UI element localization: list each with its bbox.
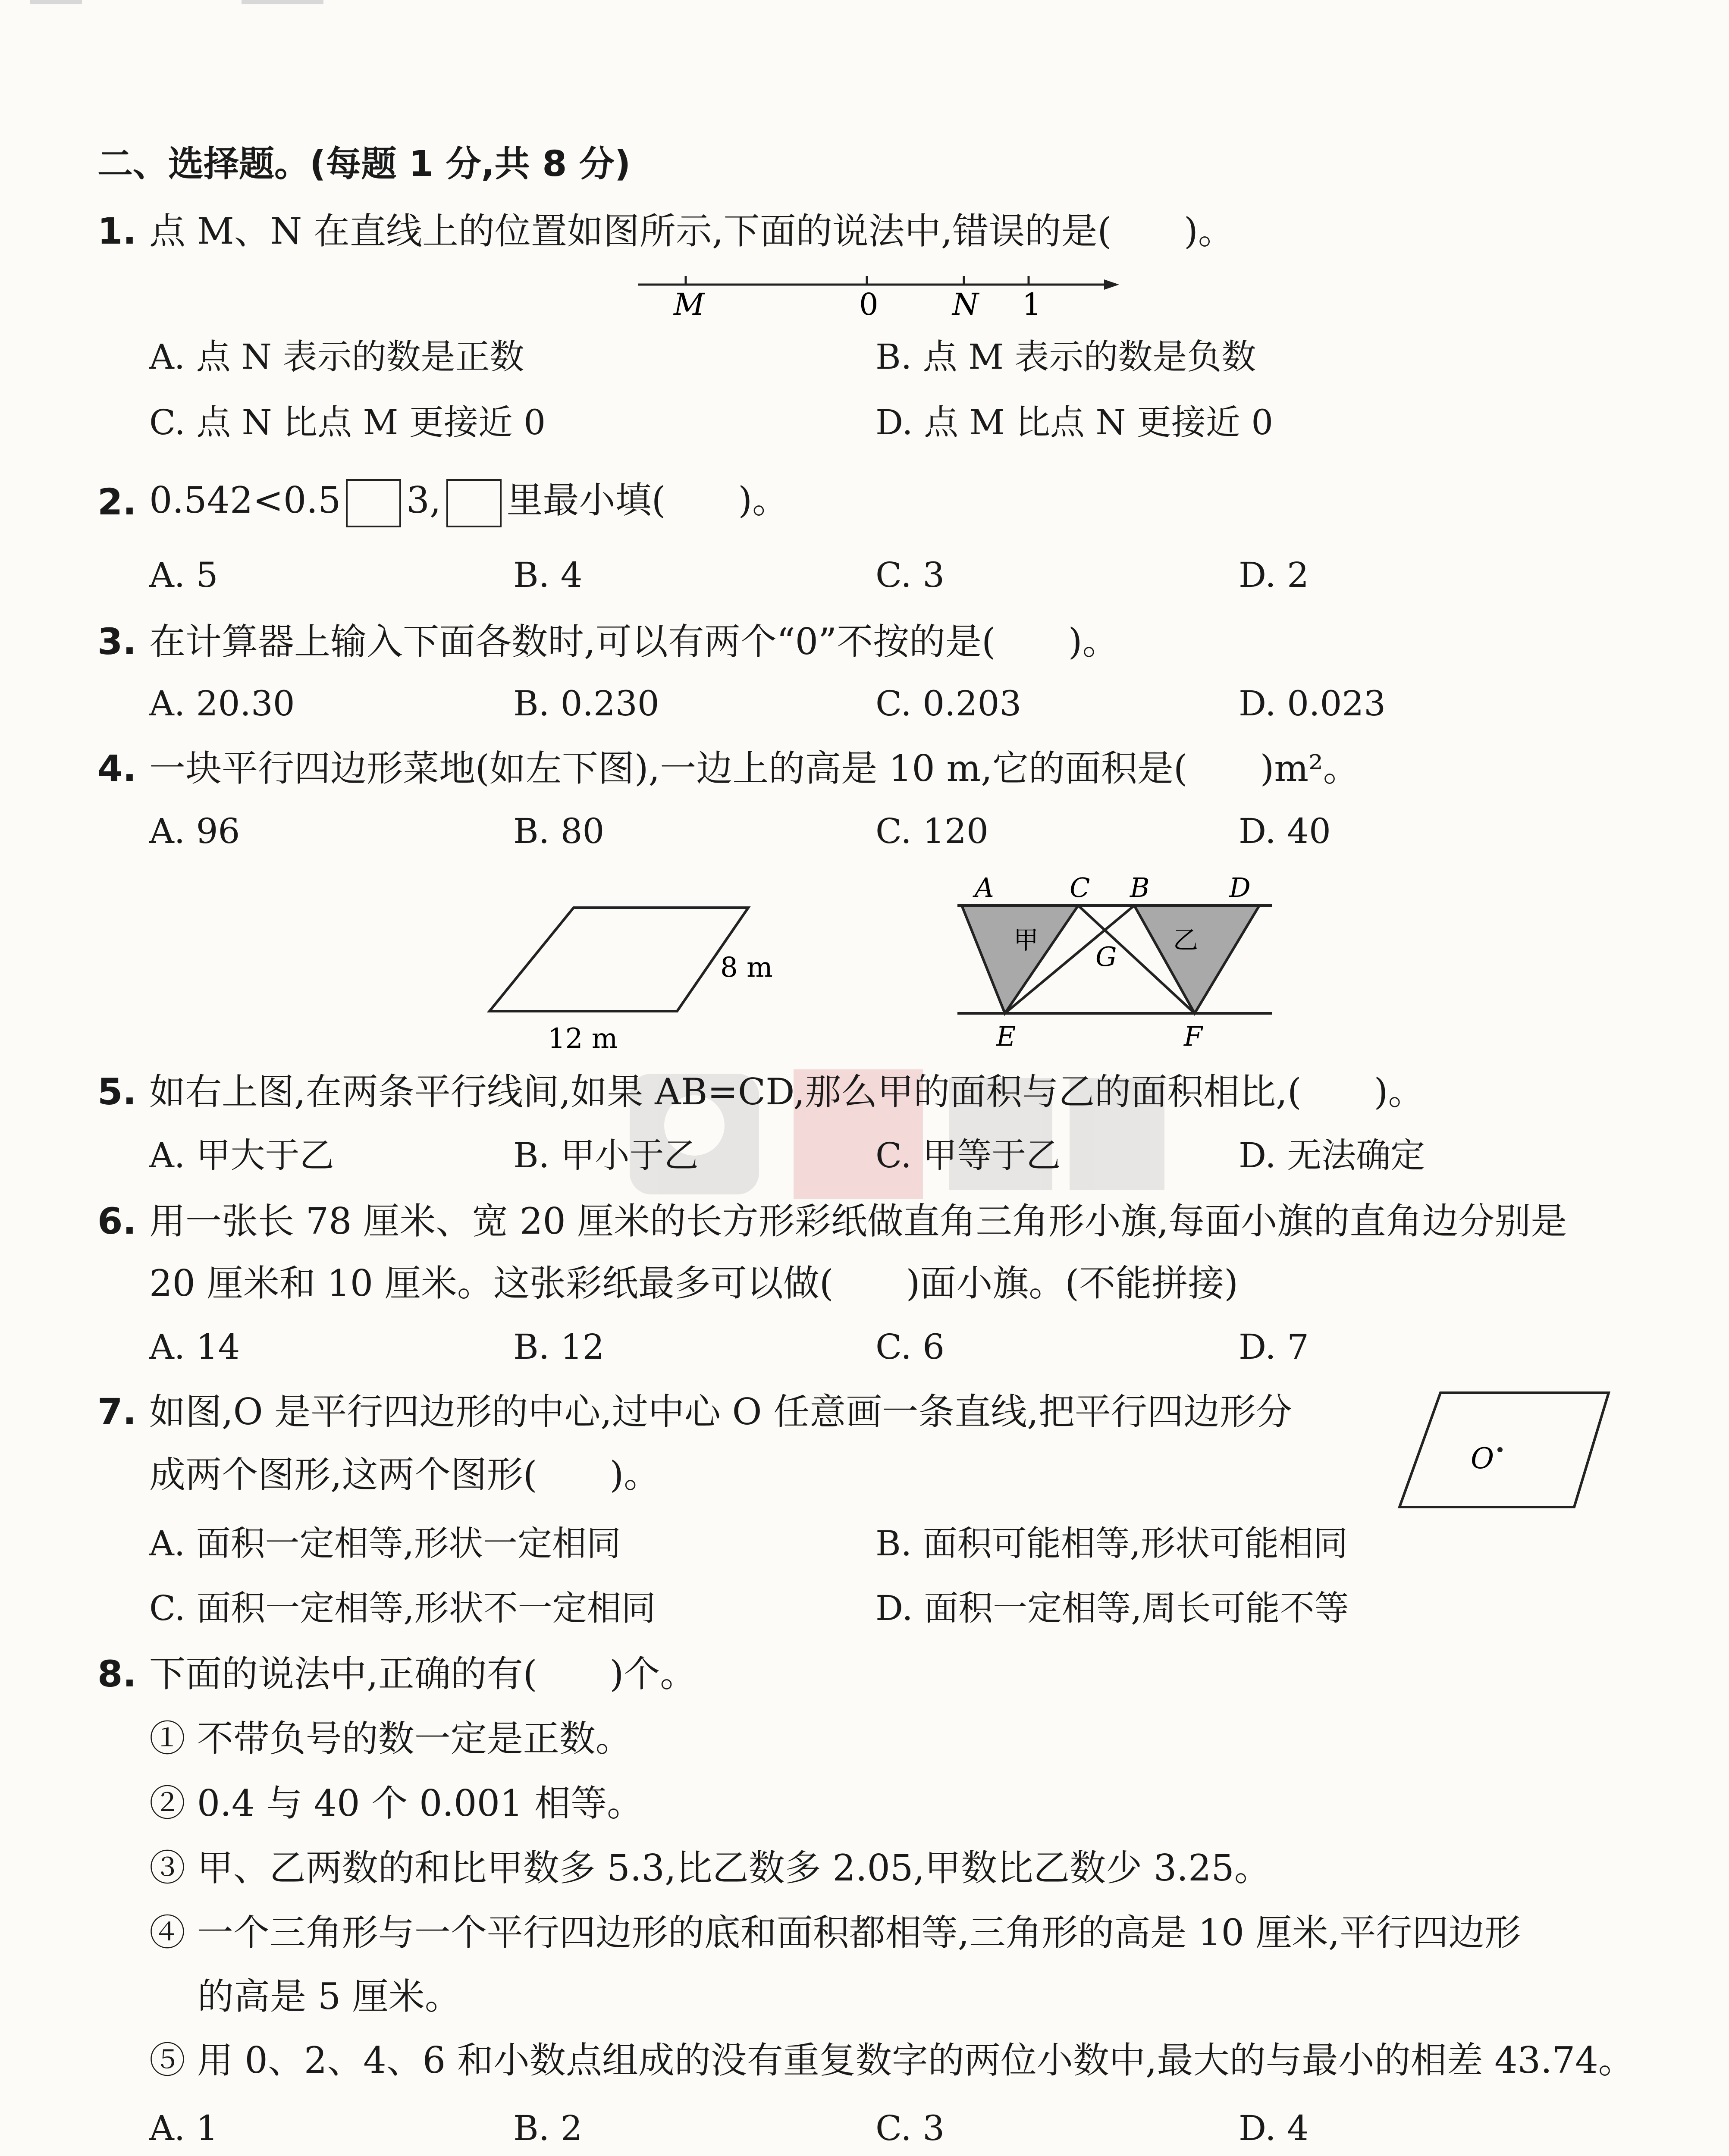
- question-text: 如右上图,在两条平行线间,如果 AB=CD,那么甲的面积与乙的面积相比,( )。: [149, 1071, 1425, 1113]
- question-number: 8.: [97, 1653, 137, 1695]
- question-text: 用一张长 78 厘米、宽 20 厘米的长方形彩纸做直角三角形小旗,每面小旗的直角边分别是: [149, 1200, 1567, 1242]
- region-yi: 乙: [1173, 925, 1199, 955]
- point-c: C: [1070, 872, 1090, 903]
- center-label: O: [1471, 1442, 1494, 1475]
- option-b: B. 12: [513, 1327, 605, 1367]
- option-a: A. 甲大于乙: [149, 1135, 334, 1175]
- statement-3: ③ 甲、乙两数的和比甲数多 5.3,比乙数多 2.05,甲数比乙数少 3.25。: [149, 1847, 1271, 1889]
- parallelogram-figure: [483, 901, 785, 1056]
- option-b: B. 面积可能相等,形状可能相同: [875, 1523, 1348, 1564]
- point-f: F: [1184, 1021, 1203, 1052]
- expression-part: 3,: [406, 479, 441, 521]
- top-edge-mark: [30, 0, 82, 4]
- statement-2: ② 0.4 与 40 个 0.001 相等。: [149, 1782, 643, 1824]
- option-a: A. 14: [149, 1327, 240, 1367]
- option-d: D. 0.023: [1239, 683, 1386, 724]
- question-text: 在计算器上输入下面各数时,可以有两个“0”不按的是( )。: [149, 620, 1119, 663]
- option-c: C. 3: [875, 2108, 945, 2148]
- statement-4-continued: 的高是 5 厘米。: [198, 1975, 461, 2018]
- option-c: C. 0.203: [875, 683, 1022, 724]
- point-a: A: [975, 872, 994, 903]
- option-d: D. 40: [1239, 811, 1331, 851]
- number-line-figure: [638, 263, 1121, 323]
- label-m: M: [674, 287, 705, 322]
- option-c: C. 点 N 比点 M 更接近 0: [149, 402, 546, 442]
- option-d: D. 无法确定: [1239, 1135, 1425, 1175]
- option-d: D. 7: [1239, 1327, 1309, 1367]
- side-label: 8 m: [720, 952, 773, 984]
- label-one: 1: [1022, 287, 1042, 322]
- question-text: 成两个图形,这两个图形( )。: [149, 1454, 660, 1496]
- statement-4: ④ 一个三角形与一个平行四边形的底和面积都相等,三角形的高是 10 厘米,平行四边形: [149, 1912, 1521, 1954]
- option-b: B. 点 M 表示的数是负数: [875, 337, 1256, 377]
- point-e: E: [996, 1021, 1016, 1052]
- triangles-figure: [953, 867, 1281, 1056]
- option-c: C. 面积一定相等,形状不一定相同: [149, 1588, 656, 1628]
- question-text: 点 M、N 在直线上的位置如图所示,下面的说法中,错误的是( )。: [149, 210, 1234, 252]
- question-text: 20 厘米和 10 厘米。这张彩纸最多可以做( )面小旗。(不能拼接): [149, 1262, 1238, 1304]
- question-text: 如图,O 是平行四边形的中心,过中心 O 任意画一条直线,把平行四边形分: [149, 1391, 1292, 1433]
- option-c: C. 甲等于乙: [875, 1135, 1061, 1175]
- option-b: B. 80: [513, 811, 605, 851]
- option-b: B. 2: [513, 2108, 583, 2148]
- question-text: [149, 474, 788, 527]
- option-a: A. 点 N 表示的数是正数: [149, 337, 524, 377]
- question-number: 4.: [97, 747, 137, 790]
- question-number: 7.: [97, 1391, 137, 1433]
- question-number: 5.: [97, 1071, 137, 1113]
- label-n: N: [952, 287, 979, 322]
- question-text: 一块平行四边形菜地(如左下图),一边上的高是 10 m,它的面积是( )m²。: [149, 747, 1359, 790]
- expression-part: 0.542<0.5: [149, 479, 341, 521]
- center-parallelogram-figure: [1393, 1388, 1617, 1518]
- point-d: D: [1229, 872, 1251, 903]
- top-edge-mark: [242, 0, 323, 4]
- base-label: 12 m: [548, 1023, 618, 1055]
- blank-box: [346, 479, 401, 527]
- statement-5: ⑤ 用 0、2、4、6 和小数点组成的没有重复数字的两位小数中,最大的与最小的相差 43.74。: [149, 2039, 1635, 2081]
- label-zero: 0: [859, 287, 879, 322]
- option-b: B. 4: [513, 555, 583, 595]
- statement-1: ① 不带负号的数一定是正数。: [149, 1717, 632, 1760]
- question-number: 2.: [97, 481, 137, 523]
- section-title: 二、选择题。(每题 1 分,共 8 分): [97, 144, 631, 185]
- option-c: C. 120: [875, 811, 988, 851]
- option-d: D. 4: [1239, 2108, 1309, 2148]
- option-c: C. 6: [875, 1327, 945, 1367]
- question-number: 6.: [97, 1200, 137, 1242]
- expression-part: 里最小填( )。: [506, 479, 789, 521]
- option-a: A. 面积一定相等,形状一定相同: [149, 1523, 621, 1564]
- option-d: D. 点 M 比点 N 更接近 0: [875, 402, 1274, 442]
- point-g: G: [1095, 941, 1117, 972]
- question-text: 下面的说法中,正确的有( )个。: [149, 1653, 697, 1695]
- option-b: B. 甲小于乙: [513, 1135, 699, 1175]
- question-number: 3.: [97, 620, 137, 663]
- blank-box: [446, 479, 502, 527]
- option-d: D. 面积一定相等,周长可能不等: [875, 1588, 1349, 1628]
- option-c: C. 3: [875, 555, 945, 595]
- option-a: A. 5: [149, 555, 218, 595]
- point-b: B: [1130, 872, 1150, 903]
- option-b: B. 0.230: [513, 683, 659, 724]
- option-a: A. 20.30: [149, 683, 295, 724]
- option-d: D. 2: [1239, 555, 1309, 595]
- region-jia: 甲: [1014, 925, 1039, 955]
- option-a: A. 1: [149, 2108, 218, 2148]
- question-number: 1.: [97, 210, 137, 252]
- option-a: A. 96: [149, 811, 240, 851]
